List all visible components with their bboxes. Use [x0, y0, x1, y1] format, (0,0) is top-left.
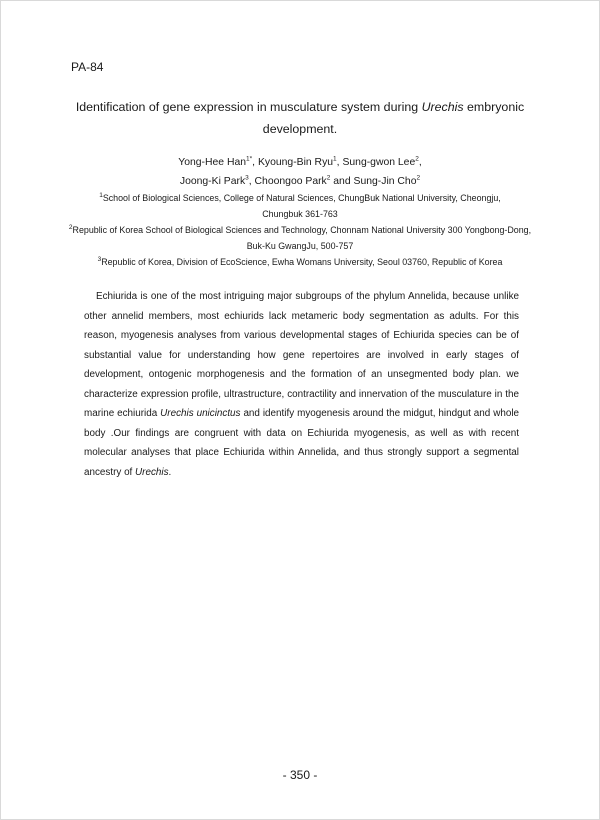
author: Sung-Jin Cho$^2$	[353, 174, 421, 187]
title-italic-genus: Urechis	[421, 100, 464, 114]
affiliation-1: $^1$School of Biological Sciences, College of Natural Sciences, ChungBuk National University, Cheongju, Chungbuk 361-763	[99, 192, 501, 219]
paper-title	[60, 96, 540, 140]
genus-name: Urechis	[135, 466, 169, 478]
author: Sung-gwon Lee$^2$	[342, 155, 419, 168]
title-part-1: Identification of gene expression in musculature system during	[75, 100, 422, 114]
affiliation-2: $^2$Republic of Korea School of Biological Sciences and Technology, Chonnam National University 300 Yongbong-Dong, Buk-Ku GwangJu, 500-757	[68, 224, 532, 251]
author: Yong-Hee Han$^{1*}$	[178, 155, 253, 168]
affiliation-3: $^3$Republic of Korea, Division of EcoScience, Ewha Womans University, Seoul 03760, Republic of Korea	[97, 256, 503, 267]
title-part-2: embryonic development.	[262, 100, 525, 136]
species-name: Urechis unicinctus	[160, 408, 241, 419]
page-number: - 350 -	[282, 768, 318, 782]
author-list: Yong-Hee Han$^{1*}$, Kyoung-Bin Ryu$^1$, Sung-gwon Lee$^2$, Joong-Ki Park$^3$, Choongoo Park$^2$ and Sung-Jin Cho$^2$	[178, 155, 422, 187]
abstract-paragraph: Echiurida is one of the most intriguing major subgroups of the phylum Annelida, because unlike other annelid members, most echiurids lack metameric body segmentation as adults. For this reason, myogenesis analyses from various developmental stages of Echiurida species can be of substantial value for understanding how gene repertoires are involved in early stages of development, ontogenic morphogenesis and the formation of an unsegmented body plan. we characterize expression profile, ultrastructure, contractility and innervation of the musculature in the marine echiurida Urechis unicinctus and identify myogenesis around the midgut, hindgut and whole body .Our findings are congruent with data on Echiurida myogenesis, as well as with recent molecular analyses that place Echiurida within Annelida, and thus strongly support a segmental ancestry of Urechis.	[84, 291, 519, 478]
poster-code: PA-84	[71, 60, 104, 74]
author: Joong-Ki Park$^3$	[179, 174, 249, 187]
author: Choongoo Park$^2$	[254, 174, 331, 187]
author: Kyoung-Bin Ryu$^1$	[257, 155, 337, 168]
affiliation-list	[40, 190, 560, 270]
